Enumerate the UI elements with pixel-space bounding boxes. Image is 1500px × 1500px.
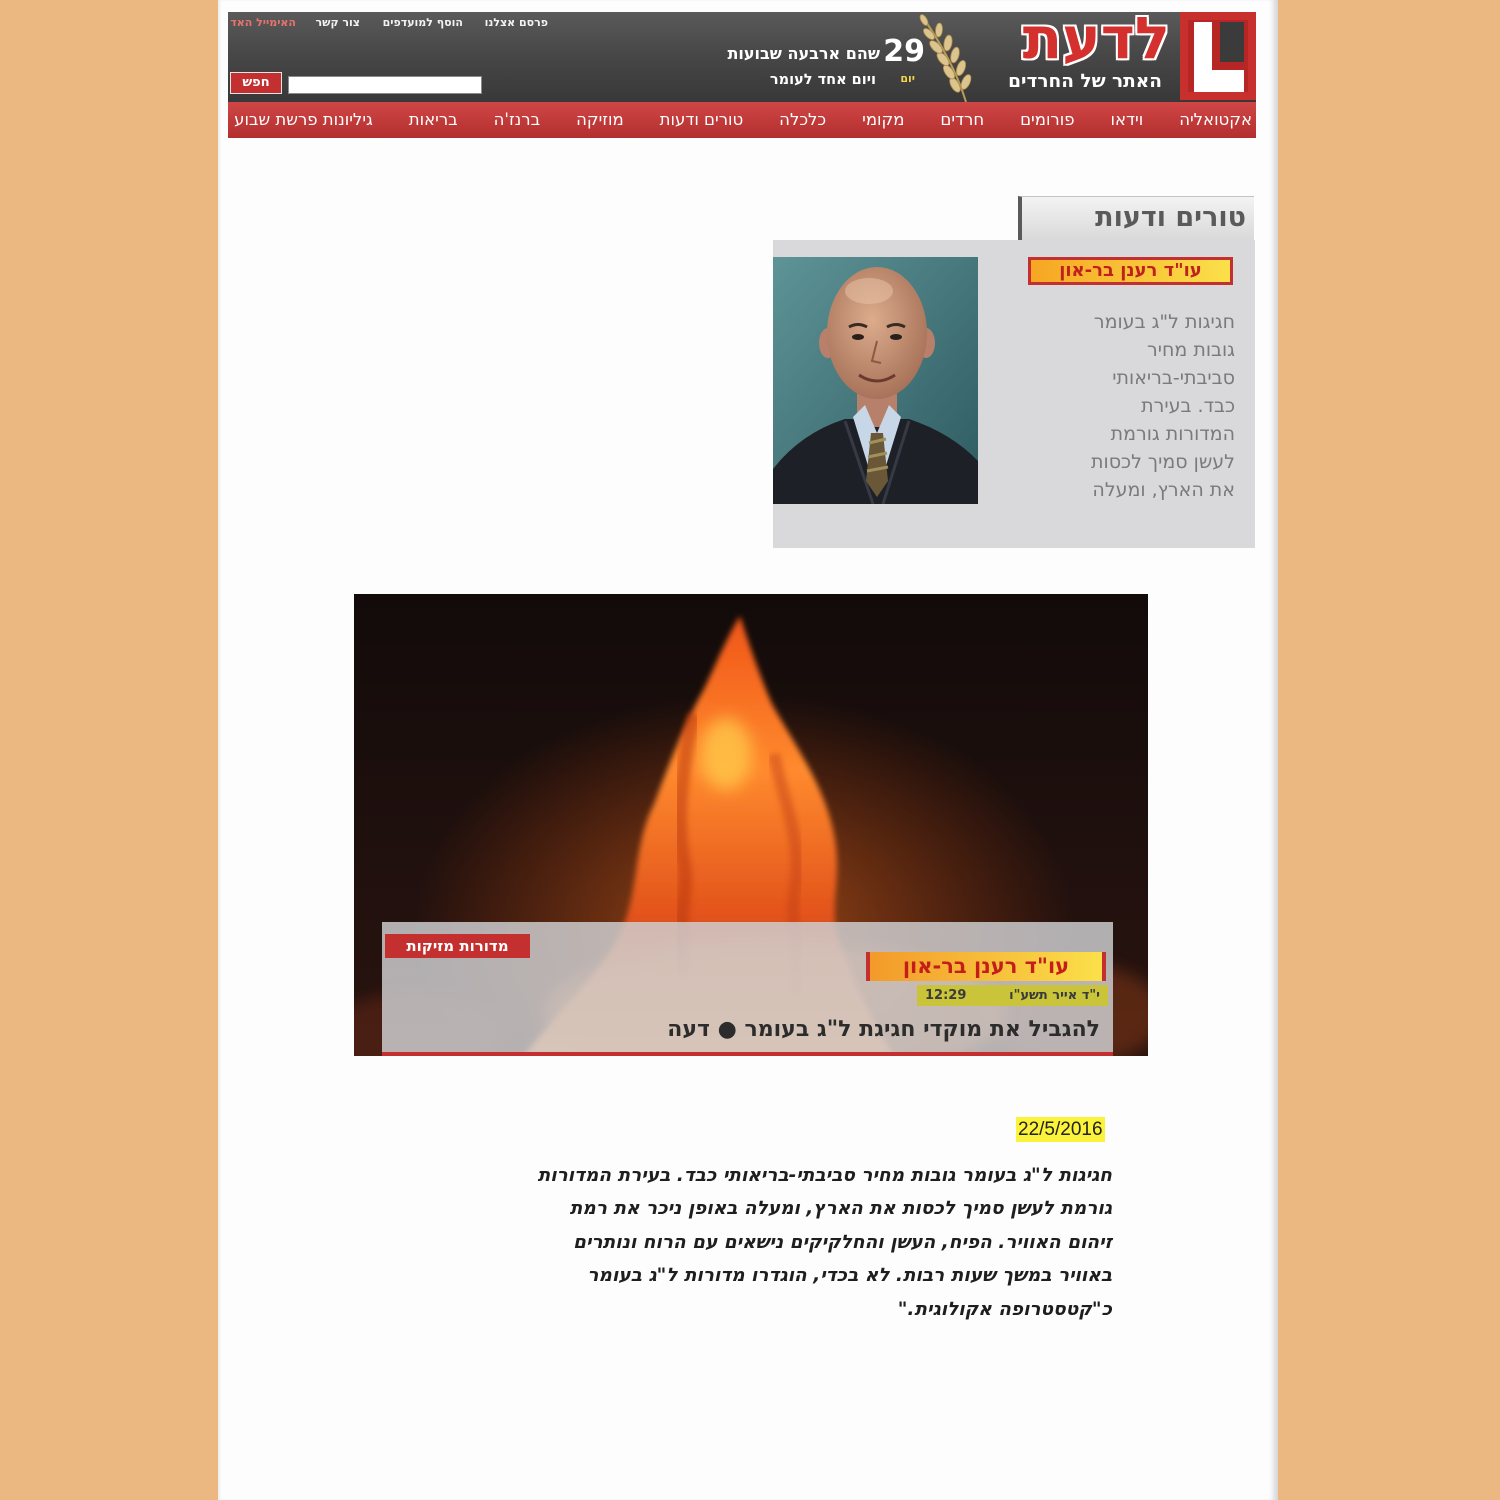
quote-line: זיהום האוויר. הפיח, העשן והחלקיקים נישאים עם הרוח ונותרים [573, 1231, 1112, 1253]
featured-article[interactable] [354, 594, 1148, 1056]
feature-date-strip [917, 985, 1108, 1006]
section-title: טורים ודעות [1018, 196, 1254, 240]
nav-item-media[interactable]: ברנז'ה [493, 110, 541, 129]
wheat-grain [935, 23, 943, 38]
nav-item-forums[interactable]: פורומים [1020, 110, 1075, 129]
ladaat-logo-icon [1180, 12, 1256, 100]
wheat-grain [943, 34, 954, 51]
author-name-tag[interactable]: עו"ד רענן בר-און [1028, 257, 1233, 285]
logo-icon-block [1220, 22, 1244, 62]
logo-wordmark: לדעת [1022, 12, 1170, 72]
publish-time: 12:29 [925, 988, 967, 1003]
nav-item-opinion[interactable]: טורים ודעות [659, 110, 744, 129]
author-card[interactable] [773, 240, 1255, 548]
excerpt-line: כבד. בעירת [1141, 395, 1235, 417]
nav-item-health[interactable]: בריאות [408, 110, 458, 129]
site-header [228, 12, 1256, 102]
wheat-grain [918, 13, 929, 26]
quoted-excerpt [292, 1159, 1112, 1326]
search-button[interactable]: חפש [230, 72, 282, 94]
excerpt-line: המדורות גורמת [1110, 423, 1235, 445]
omer-day-label: יום [900, 72, 915, 85]
excerpt-line: לעשן סמיך לכסות [1091, 451, 1235, 473]
nav-item-weekly-issues[interactable]: גיליונות פרשת שבוע [234, 110, 373, 129]
excerpt-line: את הארץ, ומעלה [1092, 479, 1235, 501]
quote-line: גורמת לעשן סמיך לכסות את הארץ, ומעלה באופן ניכר את רמת [569, 1198, 1112, 1220]
omer-weeks-text: שהם ארבעה שבועות [727, 44, 880, 63]
highlighted-date: 22/5/2016 [1018, 1119, 1103, 1140]
advertise-link[interactable]: פרסם אצלנו [484, 16, 548, 29]
photo-head-highlight [845, 278, 893, 304]
quote-line: באוויר במשך שעות רבות. לא בכדי, הוגדרו מדורות ל"ג בעומר [587, 1265, 1112, 1287]
flame-core [700, 718, 752, 790]
feature-author-tag[interactable]: עו"ד רענן בר-און [866, 952, 1106, 981]
logo-tagline: האתר של החרדים [1008, 71, 1162, 92]
hebrew-date: י"ד אייר תשע"ו [1009, 988, 1100, 1003]
nav-item-economy[interactable]: כלכלה [779, 110, 827, 129]
main-nav [228, 102, 1256, 138]
nav-item-news[interactable]: אקטואליה [1179, 110, 1252, 129]
feature-headline[interactable]: להגביל את מוקדי חגיגת ל"ג בעומר ● דעה [667, 1017, 1100, 1042]
contact-link[interactable]: צור קשר [315, 16, 360, 29]
wheat-grain [949, 46, 961, 64]
nav-item-local[interactable]: מקומי [862, 110, 905, 129]
author-excerpt [995, 308, 1235, 504]
nav-item-video[interactable]: וידאו [1110, 110, 1144, 129]
excerpt-line: סביבתי-בריאותי [1112, 367, 1235, 389]
add-to-favorites-link[interactable]: הוסף למועדפים [382, 16, 463, 29]
author-photo [773, 257, 978, 504]
search-input[interactable] [288, 76, 482, 94]
quote-line: חגיגות ל"ג בעומר גובות מחיר סביבתי-בריאותי כבד. בעירת המדורות [537, 1165, 1112, 1186]
excerpt-line: גובות מחיר [1147, 339, 1235, 361]
omer-days-text: ויום אחד לעומר [769, 72, 876, 88]
photo-eye-right [890, 334, 902, 340]
red-email-link[interactable]: האימייל האד [230, 16, 296, 29]
quote-line: כ"קטסטרופה אקולוגית." [897, 1298, 1112, 1320]
omer-day-number: 29 [883, 34, 925, 69]
photo-eye-left [852, 334, 864, 340]
nav-item-haredim[interactable]: חרדים [940, 110, 985, 129]
site-logo[interactable] [986, 12, 1256, 102]
category-tag[interactable]: מדורות מזיקות [385, 934, 530, 958]
feature-caption [382, 922, 1113, 1056]
nav-item-music[interactable]: מוזיקה [576, 110, 624, 129]
excerpt-line: חגיגות ל"ג בעומר [1093, 311, 1235, 333]
